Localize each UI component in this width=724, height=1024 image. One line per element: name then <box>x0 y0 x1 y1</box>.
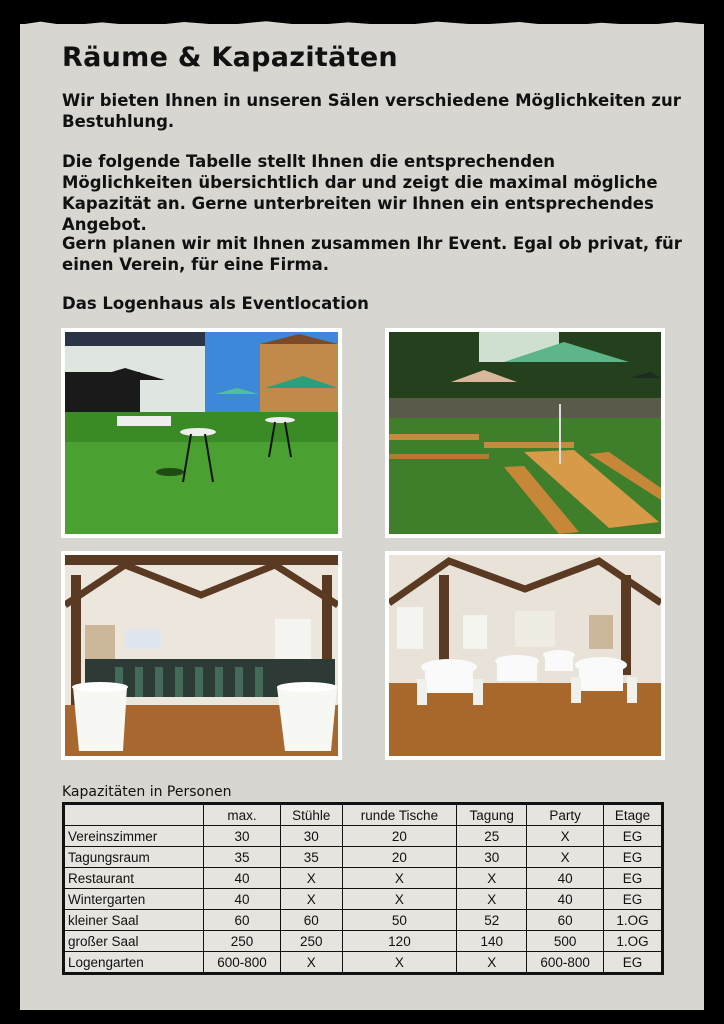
table-cell: X <box>457 952 527 974</box>
table-cell: 60 <box>280 910 342 931</box>
table-cell: X <box>457 868 527 889</box>
table-cell: 600-800 <box>204 952 281 974</box>
table-cell: X <box>527 826 604 847</box>
photo-hall-conference-seating <box>61 551 342 760</box>
table-cell: X <box>342 889 457 910</box>
table-row <box>64 847 663 868</box>
table-cell: 140 <box>457 931 527 952</box>
table-cell: 35 <box>204 847 281 868</box>
table-cell: 1.OG <box>604 931 663 952</box>
table-header-row <box>64 804 663 826</box>
header-cell: Stühle <box>280 804 342 826</box>
room-name-cell: Tagungsraum <box>64 847 204 868</box>
room-name-cell: Wintergarten <box>64 889 204 910</box>
table-cell: 52 <box>457 910 527 931</box>
table-row <box>64 826 663 847</box>
table-cell: 600-800 <box>527 952 604 974</box>
page-title: Räume & Kapazitäten <box>62 42 398 73</box>
table-cell: X <box>280 868 342 889</box>
table-cell: 40 <box>527 889 604 910</box>
capacity-table <box>62 802 664 975</box>
table-cell: 25 <box>457 826 527 847</box>
header-cell: Tagung <box>457 804 527 826</box>
table-paragraph: Die folgende Tabelle stellt Ihnen die entsprechenden Möglichkeiten übersichtlich dar und zeigt die maximal mögliche Kapazität an. Gerne unterbreiten wir Ihnen ein entsprechendes Angebot. <box>62 152 658 234</box>
header-cell <box>64 804 204 826</box>
header-cell: Etage <box>604 804 663 826</box>
table-cell: 30 <box>457 847 527 868</box>
header-cell: Party <box>527 804 604 826</box>
table-cell: X <box>342 868 457 889</box>
table-row <box>64 889 663 910</box>
table-cell: 40 <box>204 868 281 889</box>
photo-beer-garden-benches <box>385 328 665 538</box>
table-cell: X <box>280 952 342 974</box>
table-cell: 120 <box>342 931 457 952</box>
room-name-cell: Logengarten <box>64 952 204 974</box>
section-subtitle: Das Logenhaus als Eventlocation <box>62 294 369 313</box>
table-cell: 60 <box>527 910 604 931</box>
intro-paragraph: Wir bieten Ihnen in unseren Sälen verschiedene Möglichkeiten zur Bestuhlung. <box>62 91 681 131</box>
table-cell: EG <box>604 868 663 889</box>
table-cell: 40 <box>204 889 281 910</box>
table-row <box>64 931 663 952</box>
room-name-cell: Vereinszimmer <box>64 826 204 847</box>
table-cell: 500 <box>527 931 604 952</box>
event-paragraph: Gern planen wir mit Ihnen zusammen Ihr Event. Egal ob privat, für einen Verein, für eine Firma. <box>62 234 682 274</box>
table-row <box>64 910 663 931</box>
photo-garden-standing-tables <box>61 328 342 538</box>
table-cell: 30 <box>204 826 281 847</box>
table-cell: X <box>457 889 527 910</box>
room-name-cell: kleiner Saal <box>64 910 204 931</box>
table-cell: 50 <box>342 910 457 931</box>
header-cell: runde Tische <box>342 804 457 826</box>
table-cell: 30 <box>280 826 342 847</box>
table-cell: 20 <box>342 826 457 847</box>
table-cell: EG <box>604 952 663 974</box>
table-cell: EG <box>604 826 663 847</box>
table-cell: X <box>527 847 604 868</box>
header-cell: max. <box>204 804 281 826</box>
room-name-cell: Restaurant <box>64 868 204 889</box>
room-name-cell: großer Saal <box>64 931 204 952</box>
table-caption: Kapazitäten in Personen <box>62 784 232 800</box>
table-row <box>64 868 663 889</box>
table-cell: 40 <box>527 868 604 889</box>
table-cell: 60 <box>204 910 281 931</box>
table-cell: X <box>280 889 342 910</box>
table-cell: 35 <box>280 847 342 868</box>
table-cell: 20 <box>342 847 457 868</box>
table-cell: 1.OG <box>604 910 663 931</box>
table-cell: 250 <box>280 931 342 952</box>
table-cell: 250 <box>204 931 281 952</box>
table-cell: EG <box>604 847 663 868</box>
table-row <box>64 952 663 974</box>
photo-hall-round-tables <box>385 551 665 760</box>
table-cell: EG <box>604 889 663 910</box>
table-cell: X <box>342 952 457 974</box>
